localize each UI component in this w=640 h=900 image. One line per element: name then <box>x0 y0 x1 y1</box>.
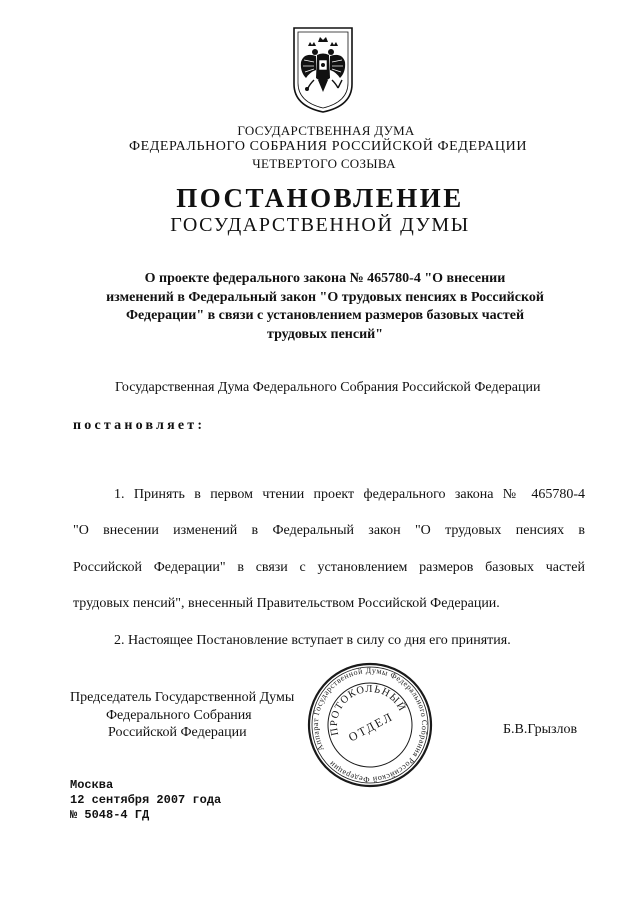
signer-title-line-3: Российской Федерации <box>108 725 247 740</box>
subject-line-3: Федерации" в связи с установлением размеров базовых частей <box>125 308 525 323</box>
paragraph-1-line-4: трудовых пенсий", внесенный Правительством Российской Федерации. <box>73 596 500 611</box>
signer-title-line-1: Председатель Государственной Думы <box>70 690 295 705</box>
paragraph-1-line-1: 1. Принять в первом чтении проект федерального закона № 465780-4 <box>114 487 585 502</box>
footer-number: № 5048-4 ГД <box>70 808 150 822</box>
seal-inner-text: ПРОТОКОЛЬНЫЙ <box>328 683 408 737</box>
preamble-text: Государственная Дума Федерального Собрания Российской Федерации <box>115 380 541 395</box>
document-subtitle: ГОСУДАРСТВЕННОЙ ДУМЫ <box>170 214 470 236</box>
header-line-3: ЧЕТВЕРТОГО СОЗЫВА <box>252 156 396 171</box>
official-seal-stamp <box>305 660 435 790</box>
seal-center-text: ОТДЕЛ <box>346 709 396 745</box>
coat-of-arms-icon <box>290 22 356 114</box>
header-line-1: ГОСУДАРСТВЕННАЯ ДУМА <box>237 123 415 138</box>
subject-line-2: изменений в Федеральный закон "О трудовых пенсиях в Российской <box>106 289 544 305</box>
subject-line-1: О проекте федерального закона № 465780-4 "О внесении <box>144 271 506 286</box>
document-title: ПОСТАНОВЛЕНИЕ <box>176 183 464 213</box>
signer-name: Б.В.Грызлов <box>503 722 578 737</box>
subject-line-4: трудовых пенсий" <box>267 326 383 342</box>
resolves-text: постановляет: <box>73 418 206 433</box>
seal-outer-text: Аппарат Государственной Думы Федерального Собрания Российской Федерации <box>310 665 430 785</box>
document-subject <box>80 270 570 344</box>
paragraph-1-line-3: Российской Федерации" в связи с установлением размеров базовых частей <box>73 560 585 575</box>
paragraph-1-line-2: "О внесении изменений в Федеральный закон "О трудовых пенсиях в <box>73 523 585 538</box>
paragraph-2: 2. Настоящее Постановление вступает в силу со дня его принятия. <box>114 633 511 648</box>
footer-date: 12 сентября 2007 года <box>70 793 222 807</box>
signer-block <box>70 689 294 742</box>
header-line-2: ФЕДЕРАЛЬНОГО СОБРАНИЯ РОССИЙСКОЙ ФЕДЕРАЦИИ <box>128 139 528 154</box>
footer-city: Москва <box>70 778 114 792</box>
signer-title-line-2: Федерального Собрания <box>106 707 252 723</box>
document-footer <box>70 778 221 823</box>
